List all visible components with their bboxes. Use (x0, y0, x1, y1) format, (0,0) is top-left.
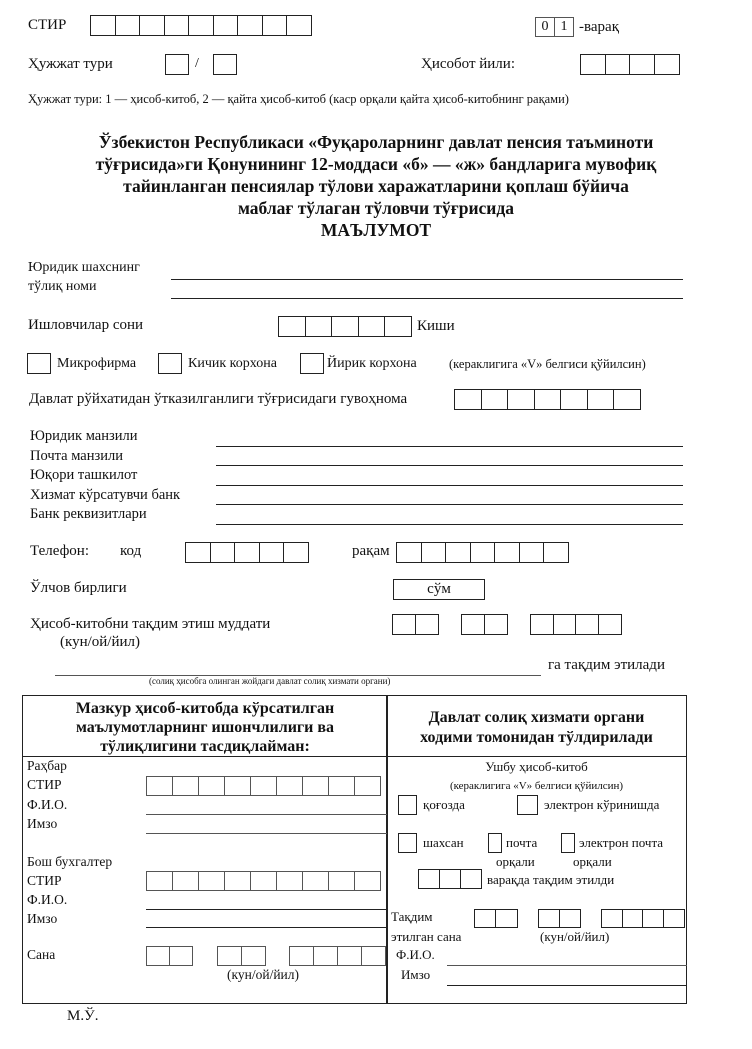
microfirm-label: Микрофирма (57, 356, 137, 371)
stir-cell[interactable] (250, 871, 277, 891)
full-name-label: Юридик шахснинг (28, 260, 140, 275)
stir-cell[interactable] (328, 871, 355, 891)
officer-fio-label: Ф.И.О. (396, 947, 435, 962)
certification-heading: тўлиқлигини тасдиқлайман: (100, 738, 310, 755)
paper-checkbox[interactable] (398, 795, 417, 815)
legal-address-label: Юридик манзили (30, 428, 138, 444)
stir-cell[interactable] (188, 15, 214, 36)
deadline-day-input[interactable] (392, 614, 439, 635)
postal-address-field[interactable] (216, 465, 683, 466)
year-cell[interactable] (598, 614, 622, 635)
employees-input[interactable] (278, 316, 412, 337)
sheet-digit: 0 (535, 17, 555, 37)
year-cell[interactable] (337, 946, 362, 966)
phone-code-input[interactable] (185, 542, 309, 563)
doc-type-correction-input[interactable] (213, 54, 237, 75)
officer-fio-field[interactable] (447, 965, 687, 966)
report-intro: Ушбу ҳисоб-китоб (485, 759, 588, 774)
phone-number-cell[interactable] (396, 542, 422, 563)
small-business-label: Кичик корхона (188, 356, 277, 371)
form-title-line: маблағ тўлаган тўловчи тўғрисида (238, 198, 514, 218)
accountant-stir-input[interactable] (146, 871, 381, 891)
doc-type-separator: / (195, 56, 199, 71)
date-month-input[interactable] (217, 946, 266, 966)
doc-type-input[interactable] (165, 54, 189, 75)
day-cell[interactable] (392, 614, 416, 635)
submitted-month-input[interactable] (538, 909, 581, 928)
electronic-label: электрон кўринишда (544, 797, 660, 812)
form-title-line: тўғрисида»ги Қонунининг 12-моддаси «б» — «ж» бандларига мувофиқ (95, 154, 657, 174)
small-business-checkbox[interactable] (158, 353, 182, 374)
officer-signature-field[interactable] (447, 985, 687, 986)
doc-type-label: Ҳужжат тури (28, 56, 113, 72)
phone-number-cell[interactable] (470, 542, 496, 563)
doc-type-note: Ҳужжат тури: 1 — ҳисоб-китоб, 2 — қайта ҳисоб-китоб (каср орқали қайта ҳисоб-китобнинг рақами) (28, 92, 569, 106)
year-cell[interactable] (313, 946, 338, 966)
bank-details-label: Банк реквизитлари (30, 506, 147, 522)
phone-code-cell[interactable] (234, 542, 260, 563)
stir-cell[interactable] (164, 15, 190, 36)
sheet-count-input[interactable] (418, 869, 482, 889)
stir-cell[interactable] (213, 15, 239, 36)
stir-cell[interactable] (302, 776, 329, 796)
submitted-date-format: (кун/ой/йил) (540, 929, 610, 944)
stir-cell[interactable] (354, 871, 381, 891)
certification-heading: маълумотларнинг ишончлилиги ва (75, 719, 335, 736)
submitted-to-note: (солиқ ҳисобга олинган жойдаги давлат солиқ хизмати органи) (149, 676, 391, 686)
day-cell[interactable] (474, 909, 496, 928)
employees-cell[interactable] (278, 316, 306, 337)
director-label: Раҳбар (27, 758, 67, 773)
month-cell[interactable] (217, 946, 242, 966)
sheet-label: -варақ (579, 19, 619, 35)
employees-cell[interactable] (384, 316, 412, 337)
mail-label-2: орқали (496, 854, 535, 869)
parent-org-field[interactable] (216, 485, 683, 486)
full-name-field-2[interactable] (171, 298, 683, 299)
unit-value: сўм (393, 579, 485, 600)
phone-number-input[interactable] (396, 542, 569, 563)
accountant-signature-field[interactable] (146, 927, 387, 928)
size-note: (кераклигига «V» белгиси қўйилсин) (449, 357, 646, 371)
stir-cell[interactable] (354, 776, 381, 796)
unit-label: Ўлчов бирлиги (30, 580, 127, 596)
phone-number-cell[interactable] (494, 542, 520, 563)
personal-label: шахсан (423, 835, 464, 850)
phone-number-label: рақам (352, 543, 390, 559)
phone-label: Телефон: (30, 543, 89, 559)
stir-cell[interactable] (224, 871, 251, 891)
report-year-label: Ҳисобот йили: (421, 56, 515, 72)
employees-cell[interactable] (358, 316, 386, 337)
phone-code-cell[interactable] (185, 542, 211, 563)
phone-code-cell[interactable] (259, 542, 285, 563)
phone-code-label: код (120, 543, 142, 559)
year-cell[interactable] (289, 946, 314, 966)
year-cell[interactable] (654, 54, 680, 75)
large-business-label: Йирик корхона (327, 356, 417, 371)
director-stir-input[interactable] (146, 776, 381, 796)
panel-divider (22, 756, 687, 757)
registration-cell[interactable] (560, 389, 588, 410)
tax-officer-heading: ходими томонидан тўлдирилади (420, 729, 653, 746)
registration-cell[interactable] (481, 389, 509, 410)
year-cell[interactable] (642, 909, 664, 928)
director-fio-field[interactable] (146, 814, 387, 815)
stir-cell[interactable] (139, 15, 165, 36)
stir-cell[interactable] (115, 15, 141, 36)
stir-cell[interactable] (198, 871, 225, 891)
submitted-date-label-2: этилган сана (391, 929, 462, 944)
postal-address-label: Почта манзили (30, 448, 123, 464)
phone-code-cell[interactable] (210, 542, 236, 563)
month-cell[interactable] (461, 614, 485, 635)
year-cell[interactable] (622, 909, 644, 928)
date-year-input[interactable] (289, 946, 386, 966)
form-title-line: Ўзбекистон Республикаси «Фуқароларнинг давлат пенсия таъминоти (98, 132, 654, 152)
date-day-input[interactable] (146, 946, 193, 966)
registration-label: Давлат рўйхатидан ўтказилганлиги тўғрисидаги гувоҳнома (29, 391, 408, 407)
stir-cell[interactable] (172, 871, 199, 891)
stir-cell[interactable] (328, 776, 355, 796)
employees-cell[interactable] (305, 316, 333, 337)
registration-cell[interactable] (613, 389, 641, 410)
registration-cell[interactable] (454, 389, 482, 410)
employees-cell[interactable] (331, 316, 359, 337)
year-cell[interactable] (605, 54, 631, 75)
sheet-count-cell[interactable] (418, 869, 440, 889)
date-label: Сана (27, 947, 56, 962)
month-cell[interactable] (241, 946, 266, 966)
form-title-line: тайинланган пенсиялар тўлови харажатларини қоплаш бўйича (123, 176, 629, 196)
day-cell[interactable] (495, 909, 518, 928)
submitted-to-suffix: га тақдим этилади (548, 657, 665, 673)
sheet-count-cell[interactable] (439, 869, 462, 889)
certification-heading: Мазкур ҳисоб-китобда кўрсатилган (75, 700, 335, 717)
day-cell[interactable] (415, 614, 439, 635)
stir-cell[interactable] (276, 871, 303, 891)
stir-cell[interactable] (172, 776, 199, 796)
deadline-month-input[interactable] (461, 614, 508, 635)
paper-label: қоғозда (423, 797, 465, 812)
stir-cell[interactable] (146, 871, 173, 891)
sheet-count-label: варақда тақдим этилди (487, 872, 615, 887)
officer-signature-label: Имзо (401, 967, 431, 982)
year-cell[interactable] (530, 614, 554, 635)
month-cell[interactable] (484, 614, 508, 635)
director-signature-label: Имзо (27, 816, 58, 831)
phone-code-cell[interactable] (283, 542, 309, 563)
employees-unit: Киши (417, 318, 455, 334)
email-label-2: орқали (573, 854, 612, 869)
registration-cell[interactable] (507, 389, 535, 410)
submitted-day-input[interactable] (474, 909, 518, 928)
stir-cell[interactable] (90, 15, 116, 36)
year-cell[interactable] (629, 54, 655, 75)
microfirm-checkbox[interactable] (27, 353, 51, 374)
stir-cell[interactable] (250, 776, 277, 796)
accountant-stir-label: СТИР (27, 873, 62, 888)
stir-cell[interactable] (262, 15, 288, 36)
director-stir-label: СТИР (27, 777, 62, 792)
year-cell[interactable] (663, 909, 685, 928)
submitted-date-label: Тақдим (391, 909, 433, 924)
electronic-checkbox[interactable] (517, 795, 538, 815)
stir-cell[interactable] (224, 776, 251, 796)
stir-cell[interactable] (276, 776, 303, 796)
bank-label: Хизмат кўрсатувчи банк (30, 487, 181, 503)
large-business-checkbox[interactable] (300, 353, 324, 374)
phone-number-cell[interactable] (421, 542, 447, 563)
sheet-count-cell[interactable] (460, 869, 482, 889)
year-cell[interactable] (553, 614, 577, 635)
report-year-input[interactable] (580, 54, 680, 75)
legal-address-field[interactable] (216, 446, 683, 447)
accountant-fio-label: Ф.И.О. (27, 892, 68, 907)
mail-checkbox[interactable] (488, 833, 502, 853)
phone-number-cell[interactable] (445, 542, 471, 563)
stir-cell[interactable] (198, 776, 225, 796)
deadline-label: Ҳисоб-китобни тақдим этиш муддати (30, 616, 271, 632)
report-note: (кераклигига «V» белгиси қўйилсин) (449, 780, 624, 792)
month-cell[interactable] (559, 909, 581, 928)
personal-checkbox[interactable] (398, 833, 417, 853)
stir-label: СТИР (28, 17, 67, 33)
year-cell[interactable] (361, 946, 386, 966)
phone-number-cell[interactable] (543, 542, 569, 563)
stir-cell[interactable] (146, 776, 173, 796)
bank-details-field[interactable] (216, 524, 683, 525)
email-checkbox[interactable] (561, 833, 575, 853)
stir-cell[interactable] (286, 15, 312, 36)
date-format: (кун/ой/йил) (227, 967, 299, 982)
day-cell[interactable] (146, 946, 170, 966)
mail-label: почта (506, 835, 538, 850)
registration-cell[interactable] (587, 389, 615, 410)
accountant-signature-label: Имзо (27, 911, 58, 926)
stir-input[interactable] (90, 15, 312, 36)
full-name-label-2: тўлиқ номи (28, 279, 97, 294)
tax-officer-heading: Давлат солиқ хизмати органи (428, 709, 645, 726)
director-fio-label: Ф.И.О. (27, 797, 68, 812)
month-cell[interactable] (538, 909, 560, 928)
form-title-main: МАЪЛУМОТ (320, 220, 432, 240)
sheet-digit: 1 (554, 17, 574, 37)
stamp-label: М.Ў. (67, 1008, 99, 1024)
bank-field[interactable] (216, 504, 683, 505)
year-cell[interactable] (580, 54, 606, 75)
year-cell[interactable] (601, 909, 623, 928)
accountant-fio-field[interactable] (146, 909, 387, 910)
director-signature-field[interactable] (146, 833, 387, 834)
registration-input[interactable] (454, 389, 641, 410)
employees-label: Ишловчилар сони (28, 317, 144, 333)
email-label: электрон почта (579, 835, 664, 850)
deadline-format: (кун/ой/йил) (60, 634, 140, 650)
sheet-number (535, 17, 574, 37)
phone-number-cell[interactable] (519, 542, 545, 563)
stir-cell[interactable] (302, 871, 329, 891)
full-name-field[interactable] (171, 279, 683, 280)
accountant-label: Бош бухгалтер (27, 854, 113, 869)
day-cell[interactable] (169, 946, 193, 966)
parent-org-label: Юқори ташкилот (30, 467, 138, 483)
year-cell[interactable] (575, 614, 599, 635)
deadline-year-input[interactable] (530, 614, 622, 635)
registration-cell[interactable] (534, 389, 562, 410)
stir-cell[interactable] (237, 15, 263, 36)
submitted-year-input[interactable] (601, 909, 685, 928)
